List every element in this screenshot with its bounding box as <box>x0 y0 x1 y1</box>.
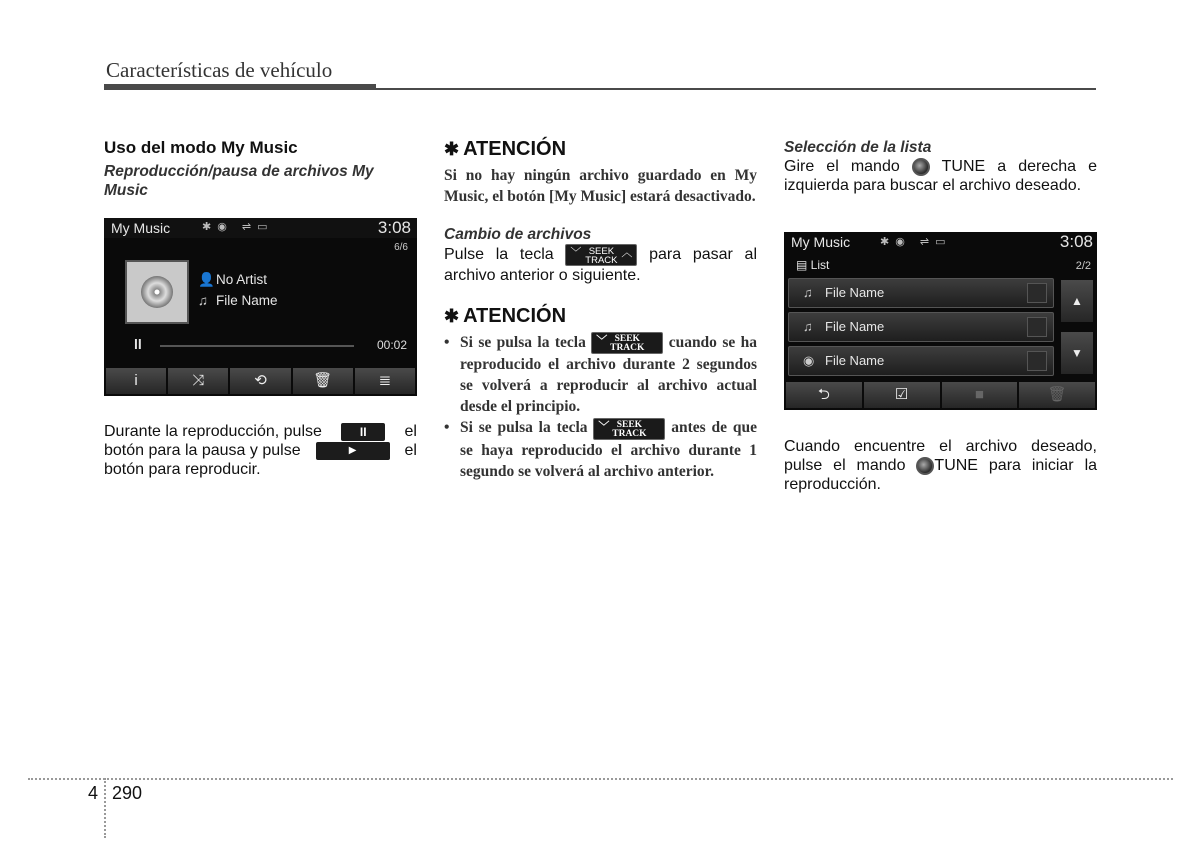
bullet-1-text-a: Si se pulsa la tecla <box>460 334 586 351</box>
info-button[interactable]: i <box>106 368 166 394</box>
header-rule-thick <box>104 84 376 90</box>
text-pulse: Pulse la tecla <box>444 246 554 264</box>
text-cuando: Cuando encuentre el archivo deseado, pulse el mando <box>784 438 1097 474</box>
text-3: botón para la pausa y pulse <box>104 442 301 459</box>
subheading-change-files: Cambio de archivos <box>444 226 592 243</box>
seek-track-key-icon: ﹀ SEEK TRACK <box>593 418 665 440</box>
delete-button[interactable]: 🗑 <box>1019 382 1095 408</box>
track-label: TRACK <box>612 428 647 439</box>
column-my-music <box>104 138 417 200</box>
play-key-icon: ▶ <box>316 442 390 460</box>
list-item <box>444 417 757 481</box>
deselect-button[interactable]: ■ <box>942 382 1018 408</box>
select-all-button[interactable]: ☑ <box>864 382 940 408</box>
list-icon: ▤ <box>796 258 811 272</box>
row-label: File Name <box>825 285 885 300</box>
bluetooth-icon: ✱◉ ⇌▭ <box>202 221 274 233</box>
list-label <box>796 258 829 272</box>
list-button-bar <box>786 382 1095 408</box>
attention-heading-1 <box>444 138 757 161</box>
row-label: File Name <box>825 353 885 368</box>
play-circle-icon: ◉ <box>803 353 815 368</box>
attention-title-1: ATENCIÓN <box>463 138 567 160</box>
screen-title: My Music <box>791 234 851 250</box>
text-4: el <box>404 442 417 459</box>
footer-rule <box>28 778 1173 780</box>
column-attention <box>444 138 757 482</box>
seek-label: SEEK <box>614 334 640 345</box>
line-2 <box>104 441 417 460</box>
text-5: botón para reproducir. <box>104 461 261 478</box>
delete-button[interactable]: 🗑 <box>293 368 353 394</box>
list-selection-text <box>784 157 1097 195</box>
seek-track-key-icon: ﹀ SEEK TRACK ︿ <box>565 244 637 266</box>
file-row <box>198 293 278 308</box>
pause-icon[interactable]: ll <box>134 336 142 352</box>
track-label: TRACK <box>585 255 618 266</box>
line-1 <box>104 422 417 441</box>
page-number: 290 <box>112 783 143 803</box>
text-gire: Gire el mando <box>784 158 900 175</box>
clock: 3:08 <box>1059 232 1093 251</box>
asterisk-icon: ✱ <box>444 139 460 159</box>
pause-key-icon: II <box>341 423 385 441</box>
elapsed-time: 00:02 <box>376 338 407 352</box>
music-note-icon: ♫ <box>198 293 209 308</box>
subheading-list-selection: Selección de la lista <box>784 139 932 156</box>
track-count: 6/6 <box>394 242 408 253</box>
asterisk-icon: ✱ <box>444 306 460 326</box>
music-note-icon: ♫ <box>803 285 813 300</box>
attention-title-2: ATENCIÓN <box>463 305 567 327</box>
play-file-instructions <box>784 437 1097 494</box>
seek-track-key-icon: ﹀ SEEK TRACK <box>591 332 663 354</box>
bullet-2-text-b: antes de que se haya reproducido el archivo durante 1 segundo se volverá al archivo anterior. <box>460 419 757 480</box>
list-row[interactable] <box>788 278 1054 308</box>
my-music-list-screen <box>784 232 1097 410</box>
change-files-text <box>444 244 757 285</box>
footer-divider <box>104 778 106 838</box>
tune-knob-icon <box>916 457 934 475</box>
attention-list <box>444 332 757 482</box>
player-button-bar <box>106 368 415 394</box>
file-name: File Name <box>216 293 278 308</box>
bluetooth-icon: ✱◉ ⇌▭ <box>880 236 952 248</box>
list-row[interactable] <box>788 312 1054 342</box>
play-pause-instructions <box>104 422 417 479</box>
progress-bar[interactable] <box>160 345 354 347</box>
screen-title: My Music <box>111 220 171 236</box>
scroll-up-button[interactable]: ▲ <box>1061 280 1093 322</box>
back-button[interactable]: ⮌ <box>786 382 862 408</box>
seek-label: SEEK <box>588 246 615 257</box>
tune-knob-icon <box>912 158 930 176</box>
clock: 3:08 <box>377 218 411 237</box>
bullet-2-text-a: Si se pulsa la tecla <box>460 419 588 437</box>
repeat-button[interactable]: ⟲ <box>230 368 290 394</box>
row-checkbox[interactable] <box>1027 283 1047 303</box>
attention-text-1: Si no hay ningún archivo guardado en My Music, el botón [My Music] estará desactivado. <box>444 167 757 205</box>
album-art <box>125 260 189 324</box>
scroll-down-button[interactable]: ▼ <box>1061 332 1093 374</box>
row-checkbox[interactable] <box>1027 351 1047 371</box>
header-rule-thin <box>376 88 1096 90</box>
text-pasar: para pasar al archivo anterior o siguiente. <box>444 246 757 284</box>
list-item <box>444 332 757 417</box>
list-label-text: List <box>810 258 830 272</box>
section-heading: Uso del modo My Music <box>104 138 298 157</box>
list-row[interactable] <box>788 346 1054 376</box>
music-note-icon: ♫ <box>803 319 813 334</box>
text-iniciar: TUNE para iniciar la reproducción. <box>784 457 1098 493</box>
column-list-selection <box>784 138 1097 195</box>
chapter-number: 4 <box>88 783 99 803</box>
artist-row <box>198 272 267 288</box>
text-1: Durante la reproducción, pulse <box>104 423 322 440</box>
track-label: TRACK <box>610 343 645 354</box>
header-title: Características de vehículo <box>106 58 333 82</box>
text-tune: TUNE a derecha e izquierda para buscar el archivo deseado. <box>784 158 1097 194</box>
attention-heading-2 <box>444 305 757 328</box>
page-indicator: 2/2 <box>1075 260 1091 272</box>
row-label: File Name <box>825 319 885 334</box>
text-2: el <box>404 423 417 440</box>
shuffle-button[interactable]: ⤨ <box>168 368 228 394</box>
my-music-player-screen <box>104 218 417 396</box>
row-checkbox[interactable] <box>1027 317 1047 337</box>
person-icon: 👤 <box>198 272 215 287</box>
seek-label: SEEK <box>616 419 643 430</box>
subheading-play-pause: Reproducción/pausa de archivos My Music <box>104 163 374 199</box>
bullet-1-text-b: cuando se ha reproducido el archivo durante 2 segundos se volverá a reproducir al archivo actual desde el principio. <box>460 334 758 416</box>
list-button[interactable]: ≣ <box>355 368 415 394</box>
artist-name: No Artist <box>216 272 268 287</box>
